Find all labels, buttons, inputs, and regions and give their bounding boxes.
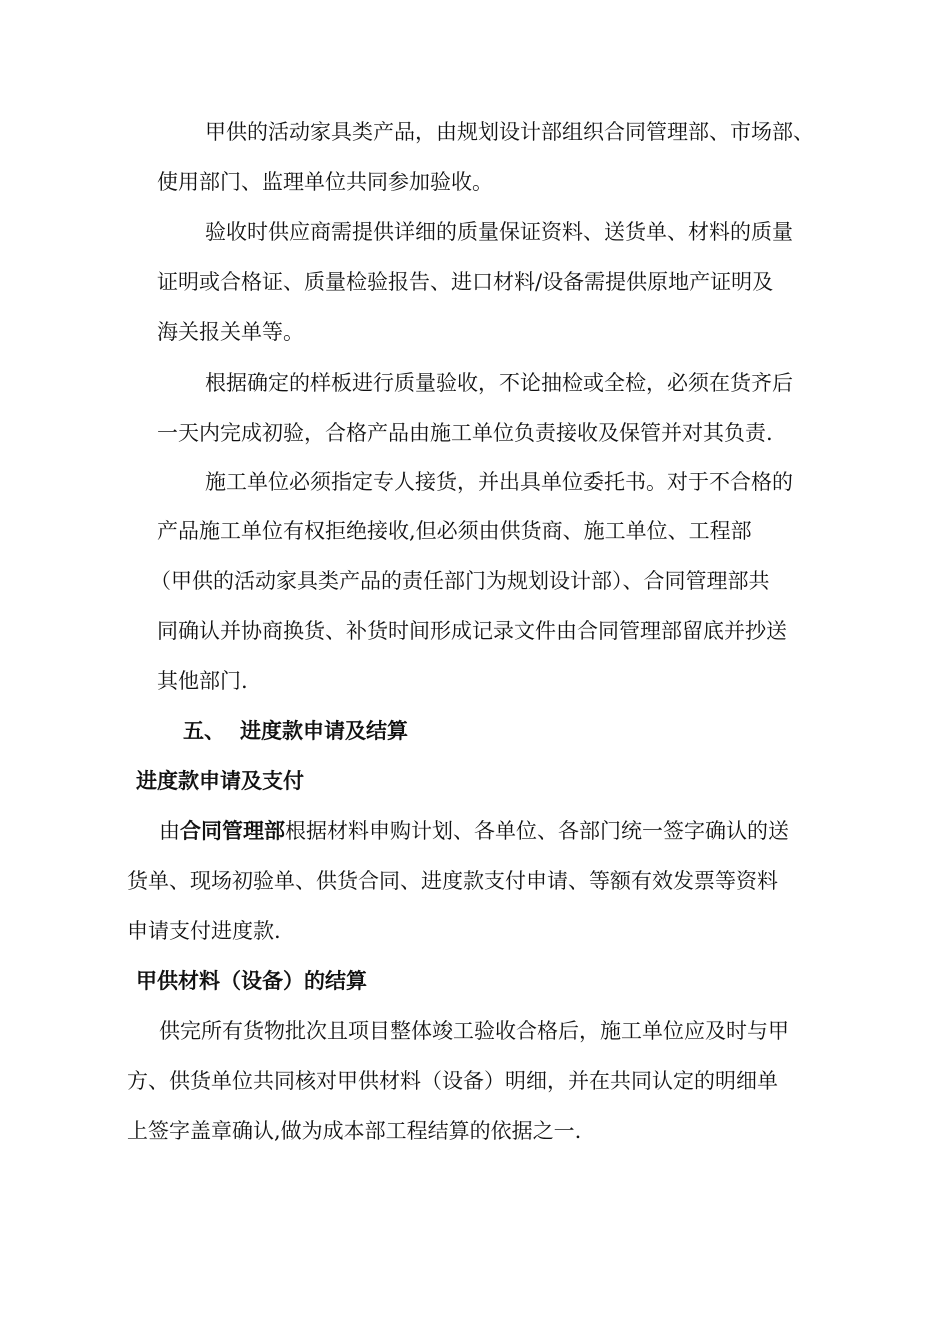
paragraph-line: 使用部门、监理单位共同参加验收。 bbox=[157, 170, 493, 194]
paragraph-line: 供完所有货物批次且项目整体竣工验收合格后，施工单位应及时与甲 bbox=[159, 1019, 789, 1043]
paragraph-line: 上签字盖章确认,做为成本部工程结算的依据之一. bbox=[127, 1119, 582, 1143]
section-number: 五、 bbox=[183, 718, 225, 743]
paragraph-line bbox=[159, 816, 789, 846]
paragraph-line: （甲供的活动家具类产品的责任部门为规划设计部）、合同管理部共 bbox=[150, 569, 770, 593]
bold-text-run: 合同管理部 bbox=[180, 818, 285, 843]
paragraph-line: 产品施工单位有权拒绝接收,但必须由供货商、施工单位、工程部 bbox=[157, 519, 752, 543]
paragraph-line: 施工单位必须指定专人接货，并出具单位委托书。对于不合格的 bbox=[205, 470, 793, 494]
section-title: 进度款申请及结算 bbox=[240, 718, 408, 743]
paragraph-line: 一天内完成初验，合格产品由施工单位负责接收及保管并对其负责. bbox=[157, 421, 773, 445]
text-run: 根据材料申购计划、各单位、各部门统一签字确认的送 bbox=[285, 819, 789, 843]
paragraph-line: 海关报关单等。 bbox=[157, 320, 304, 344]
paragraph-line: 方、供货单位共同核对甲供材料（设备）明细，并在共同认定的明细单 bbox=[127, 1069, 778, 1093]
paragraph-line: 根据确定的样板进行质量验收，不论抽检或全检，必须在货齐后 bbox=[205, 371, 793, 395]
subsection-title: 甲供材料（设备）的结算 bbox=[136, 968, 367, 993]
text-run: 由 bbox=[159, 819, 180, 843]
paragraph-line: 证明或合格证、质量检验报告、进口材料/设备需提供原地产证明及 bbox=[157, 270, 774, 294]
paragraph-line: 申请支付进度款. bbox=[127, 919, 281, 943]
paragraph-line: 同确认并协商换货、补货时间形成记录文件由合同管理部留底并抄送 bbox=[157, 619, 787, 643]
paragraph-line: 货单、现场初验单、供货合同、进度款支付申请、等额有效发票等资料 bbox=[127, 869, 778, 893]
subsection-title: 进度款申请及支付 bbox=[136, 768, 304, 793]
paragraph-line: 验收时供应商需提供详细的质量保证资料、送货单、材料的质量 bbox=[205, 220, 793, 244]
paragraph-line: 甲供的活动家具类产品，由规划设计部组织合同管理部、市场部、 bbox=[205, 120, 814, 144]
paragraph-line: 其他部门. bbox=[157, 669, 248, 693]
